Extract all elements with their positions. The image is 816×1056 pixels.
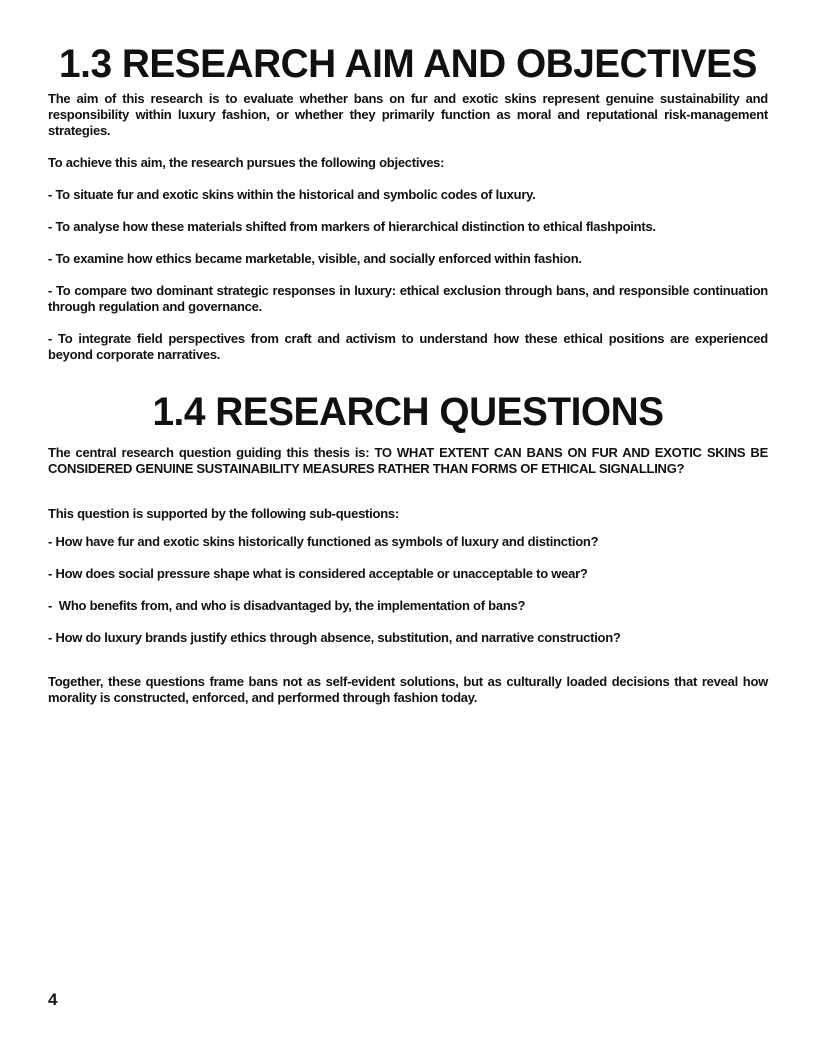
aim-paragraph: The aim of this research is to evaluate whether bans on fur and exotic skins represent genuine sustainability and responsibility within luxury fashion, or whether they primarily function as moral and reputational risk-management strategies. bbox=[48, 91, 768, 138]
objective-item: - To integrate field perspectives from craft and activism to understand how these ethical positions are experienced beyond corporate narratives. bbox=[48, 331, 768, 362]
objective-item: - To examine how ethics became marketable, visible, and socially enforced within fashion. bbox=[48, 251, 582, 266]
objective-item: - To compare two dominant strategic responses in luxury: ethical exclusion through bans, and responsible continuation through regulation and governance. bbox=[48, 283, 768, 314]
sub-question-item: - How does social pressure shape what is considered acceptable or unacceptable to wear? bbox=[48, 566, 588, 581]
subquestions-lead: This question is supported by the following sub-questions: bbox=[48, 506, 399, 521]
conclusion-paragraph: Together, these questions frame bans not as self-evident solutions, but as culturally loaded decisions that reveal how morality is constructed, enforced, and performed through fashion today. bbox=[48, 674, 768, 705]
page-number: 4 bbox=[48, 990, 58, 1009]
section-heading-aim: 1.3 RESEARCH AIM AND OBJECTIVES bbox=[59, 42, 757, 86]
sub-question-item: - How have fur and exotic skins historically functioned as symbols of luxury and distinction? bbox=[48, 534, 599, 549]
sub-question-item: - How do luxury brands justify ethics through absence, substitution, and narrative construction? bbox=[48, 630, 621, 645]
objective-item: - To situate fur and exotic skins within the historical and symbolic codes of luxury. bbox=[48, 187, 536, 202]
central-question: The central research question guiding this thesis is: TO WHAT EXTENT CAN BANS ON FUR AND EXOTIC SKINS BE CONSIDERED GENUINE SUSTAINABILITY MEASURES RATHER THAN FORMS OF ETHICAL SIGNALLING? bbox=[48, 445, 768, 476]
objective-item: - To analyse how these materials shifted from markers of hierarchical distinction to ethical flashpoints. bbox=[48, 219, 656, 234]
objectives-lead: To achieve this aim, the research pursues the following objectives: bbox=[48, 155, 445, 170]
section-heading-questions: 1.4 RESEARCH QUESTIONS bbox=[152, 390, 664, 434]
sub-question-item: - Who benefits from, and who is disadvantaged by, the implementation of bans? bbox=[48, 598, 526, 613]
